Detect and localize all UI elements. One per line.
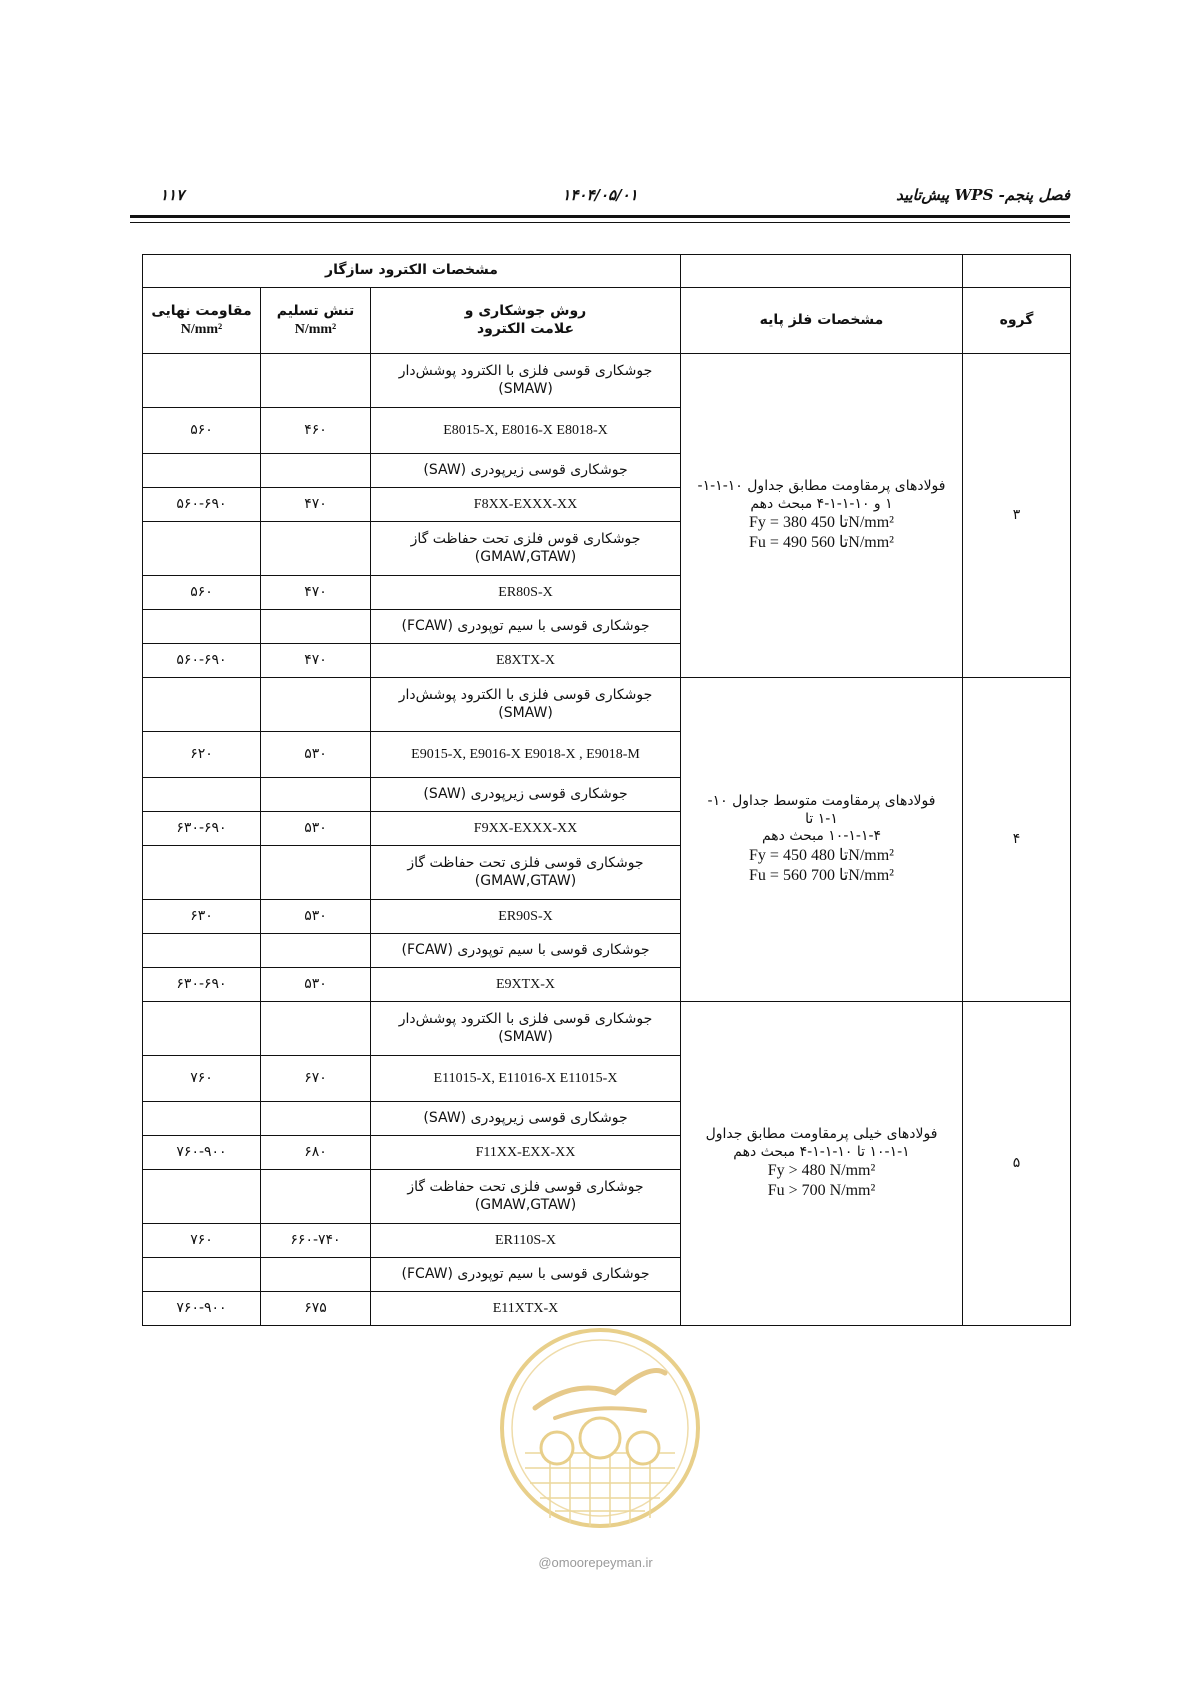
electrode-designation: ER80S-X bbox=[371, 576, 681, 610]
yield-stress-cell: ۴۷۰ bbox=[261, 488, 371, 522]
page-number: ۱۱۷ bbox=[160, 186, 185, 204]
yield-stress-cell bbox=[261, 610, 371, 644]
yield-stress-cell: ۵۳۰ bbox=[261, 732, 371, 778]
yield-stress-cell bbox=[261, 1258, 371, 1292]
electrode-designation: F9XX-EXXX-XX bbox=[371, 812, 681, 846]
group-number: ۵ bbox=[963, 1002, 1071, 1326]
yield-stress-cell bbox=[261, 1102, 371, 1136]
header-empty-group bbox=[963, 255, 1071, 288]
yield-stress-cell bbox=[261, 1002, 371, 1056]
welding-process: جوشکاری قوسی فلزی با الکترود پوشش‌دار (SMAW) bbox=[371, 678, 681, 732]
yield-stress-cell: ۵۳۰ bbox=[261, 900, 371, 934]
base-metal-line: ۱ و ۱۰-۱-۱-۴ مبحث دهم bbox=[750, 495, 893, 512]
ultimate-strength-cell bbox=[143, 1102, 261, 1136]
ultimate-range: Fu = 560 تا 700N/mm² bbox=[749, 866, 894, 884]
ultimate-strength-cell bbox=[143, 1258, 261, 1292]
ultimate-strength-cell: ۷۶۰-۹۰۰ bbox=[143, 1136, 261, 1170]
welding-process: جوشکاری قوسی فلزی با الکترود پوشش‌دار (SMAW) bbox=[371, 1002, 681, 1056]
ultimate-strength-cell: ۷۶۰ bbox=[143, 1224, 261, 1258]
table-row bbox=[143, 678, 1071, 732]
electrode-spec-table bbox=[142, 254, 1071, 1326]
base-metal-description bbox=[681, 354, 963, 678]
electrode-designation: E9XTX-X bbox=[371, 968, 681, 1002]
base-metal-line: فولادهای پرمقاومت متوسط جداول ۱۰- bbox=[707, 793, 936, 810]
yield-stress-cell bbox=[261, 846, 371, 900]
header-empty-base bbox=[681, 255, 963, 288]
welding-process: جوشکاری قوسی با سیم توپودری (FCAW) bbox=[371, 610, 681, 644]
electrode-designation: E11XTX-X bbox=[371, 1292, 681, 1326]
yield-stress-cell bbox=[261, 354, 371, 408]
ultimate-strength-cell bbox=[143, 610, 261, 644]
table-body bbox=[143, 354, 1071, 1326]
welding-process: جوشکاری قوسی فلزی تحت حفاظت گاز (GMAW,GTAW) bbox=[371, 846, 681, 900]
welding-process: جوشکاری قوسی فلزی با الکترود پوشش‌دار (SMAW) bbox=[371, 354, 681, 408]
yield-range: Fy > 480 N/mm² bbox=[767, 1162, 876, 1179]
ultimate-range: Fu > 700 N/mm² bbox=[767, 1182, 876, 1199]
group-number: ۴ bbox=[963, 678, 1071, 1002]
welding-process: جوشکاری قوسی با سیم توپودری (FCAW) bbox=[371, 1258, 681, 1292]
base-metal-line: ۱-۱ تا bbox=[805, 810, 838, 827]
yield-stress-cell: ۴۷۰ bbox=[261, 644, 371, 678]
ultimate-strength-cell: ۶۳۰-۶۹۰ bbox=[143, 968, 261, 1002]
yield-stress-cell: ۶۸۰ bbox=[261, 1136, 371, 1170]
ultimate-strength-cell: ۶۳۰-۶۹۰ bbox=[143, 812, 261, 846]
electrode-designation: E11015-X, E11016-X E11015-X bbox=[371, 1056, 681, 1102]
header-group: گروه bbox=[963, 288, 1071, 354]
ultimate-strength-cell bbox=[143, 678, 261, 732]
header-method-line1: روش جوشکاری و bbox=[464, 303, 587, 319]
yield-stress-cell bbox=[261, 778, 371, 812]
ultimate-strength-cell: ۷۶۰ bbox=[143, 1056, 261, 1102]
ultimate-strength-cell: ۵۶۰-۶۹۰ bbox=[143, 488, 261, 522]
ultimate-strength-cell: ۶۳۰ bbox=[143, 900, 261, 934]
header-method-line2: علامت الکترود bbox=[476, 320, 575, 337]
base-metal-line: فولادهای خیلی پرمقاومت مطابق جداول bbox=[705, 1126, 938, 1142]
yield-range: Fy = 450 تا 480N/mm² bbox=[749, 846, 894, 864]
electrode-designation: F8XX-EXXX-XX bbox=[371, 488, 681, 522]
electrode-designation: ER90S-X bbox=[371, 900, 681, 934]
ultimate-strength-cell bbox=[143, 1002, 261, 1056]
electrode-designation: F11XX-EXX-XX bbox=[371, 1136, 681, 1170]
watermark-site-text: omoorepeyman.ir bbox=[551, 1555, 653, 1570]
table-row bbox=[143, 1002, 1071, 1056]
ultimate-strength-cell bbox=[143, 1170, 261, 1224]
header-ultimate-unit: N/mm² bbox=[180, 321, 223, 337]
electrode-designation: E9015-X, E9016-X E9018-X , E9018-M bbox=[371, 732, 681, 778]
yield-stress-cell bbox=[261, 454, 371, 488]
ultimate-strength-cell: ۵۶۰-۶۹۰ bbox=[143, 644, 261, 678]
ultimate-strength-cell bbox=[143, 846, 261, 900]
header-date: ۱۴۰۴/۰۵/۰۱ bbox=[562, 186, 638, 204]
ultimate-range: Fu = 490 تا 560N/mm² bbox=[749, 534, 894, 551]
welding-process: جوشکاری قوسی زیرپودری (SAW) bbox=[371, 1102, 681, 1136]
yield-stress-cell: ۶۷۰ bbox=[261, 1056, 371, 1102]
base-metal-line: فولادهای پرمقاومت مطابق جداول ۱۰-۱-۱- bbox=[697, 478, 946, 494]
ultimate-strength-cell: ۷۶۰-۹۰۰ bbox=[143, 1292, 261, 1326]
yield-stress-cell bbox=[261, 522, 371, 576]
yield-stress-cell: ۵۳۰ bbox=[261, 968, 371, 1002]
chapter-title: فصل پنجم- WPS پیش‌تایید bbox=[896, 186, 1070, 204]
header-rule-thin bbox=[130, 222, 1070, 223]
header-yield-unit: N/mm² bbox=[294, 321, 337, 337]
base-metal-description bbox=[681, 1002, 963, 1326]
ultimate-strength-cell bbox=[143, 354, 261, 408]
welding-process: جوشکاری قوس فلزی تحت حفاظت گاز (GMAW,GTAW) bbox=[371, 522, 681, 576]
welding-process: جوشکاری قوسی زیرپودری (SAW) bbox=[371, 778, 681, 812]
page-header bbox=[130, 186, 1070, 212]
yield-stress-cell bbox=[261, 1170, 371, 1224]
watermark-logo bbox=[495, 1323, 705, 1533]
header-base-metal: مشخصات فلز پایه bbox=[681, 288, 963, 354]
welding-process: جوشکاری قوسی زیرپودری (SAW) bbox=[371, 454, 681, 488]
yield-stress-cell bbox=[261, 678, 371, 732]
ultimate-strength-cell: ۶۲۰ bbox=[143, 732, 261, 778]
header-method bbox=[371, 288, 681, 354]
base-metal-description bbox=[681, 678, 963, 1002]
base-metal-line: ۱۰-۱-۱ تا ۱۰-۱-۱-۴ مبحث دهم bbox=[733, 1143, 910, 1160]
header-ultimate-label: مقاومت نهایی bbox=[151, 303, 252, 319]
yield-stress-cell: ۶۶۰-۷۴۰ bbox=[261, 1224, 371, 1258]
header-yield bbox=[261, 288, 371, 354]
yield-stress-cell: ۴۶۰ bbox=[261, 408, 371, 454]
header-ultimate bbox=[143, 288, 261, 354]
ultimate-strength-cell bbox=[143, 522, 261, 576]
watermark-site: @omoorepeyman.ir bbox=[538, 1555, 653, 1570]
yield-range: Fy = 380 تا 450N/mm² bbox=[749, 514, 894, 531]
yield-stress-cell: ۴۷۰ bbox=[261, 576, 371, 610]
welding-process: جوشکاری قوسی با سیم توپودری (FCAW) bbox=[371, 934, 681, 968]
header-rule-thick bbox=[130, 215, 1070, 218]
welding-process: جوشکاری قوسی فلزی تحت حفاظت گاز (GMAW,GTAW) bbox=[371, 1170, 681, 1224]
table-row bbox=[143, 354, 1071, 408]
electrode-designation: E8015-X, E8016-X E8018-X bbox=[371, 408, 681, 454]
base-metal-line: ۱۰-۱-۱-۴ مبحث دهم bbox=[761, 828, 882, 845]
yield-stress-cell bbox=[261, 934, 371, 968]
ultimate-strength-cell bbox=[143, 934, 261, 968]
yield-stress-cell: ۶۷۵ bbox=[261, 1292, 371, 1326]
ultimate-strength-cell: ۵۶۰ bbox=[143, 408, 261, 454]
electrode-designation: E8XTX-X bbox=[371, 644, 681, 678]
ultimate-strength-cell: ۵۶۰ bbox=[143, 576, 261, 610]
yield-stress-cell: ۵۳۰ bbox=[261, 812, 371, 846]
ultimate-strength-cell bbox=[143, 778, 261, 812]
header-electrode-spec: مشخصات الکترود سازگار bbox=[143, 255, 681, 288]
electrode-designation: ER110S-X bbox=[371, 1224, 681, 1258]
group-number: ۳ bbox=[963, 354, 1071, 678]
header-yield-label: تنش تسلیم bbox=[276, 303, 355, 319]
ultimate-strength-cell bbox=[143, 454, 261, 488]
